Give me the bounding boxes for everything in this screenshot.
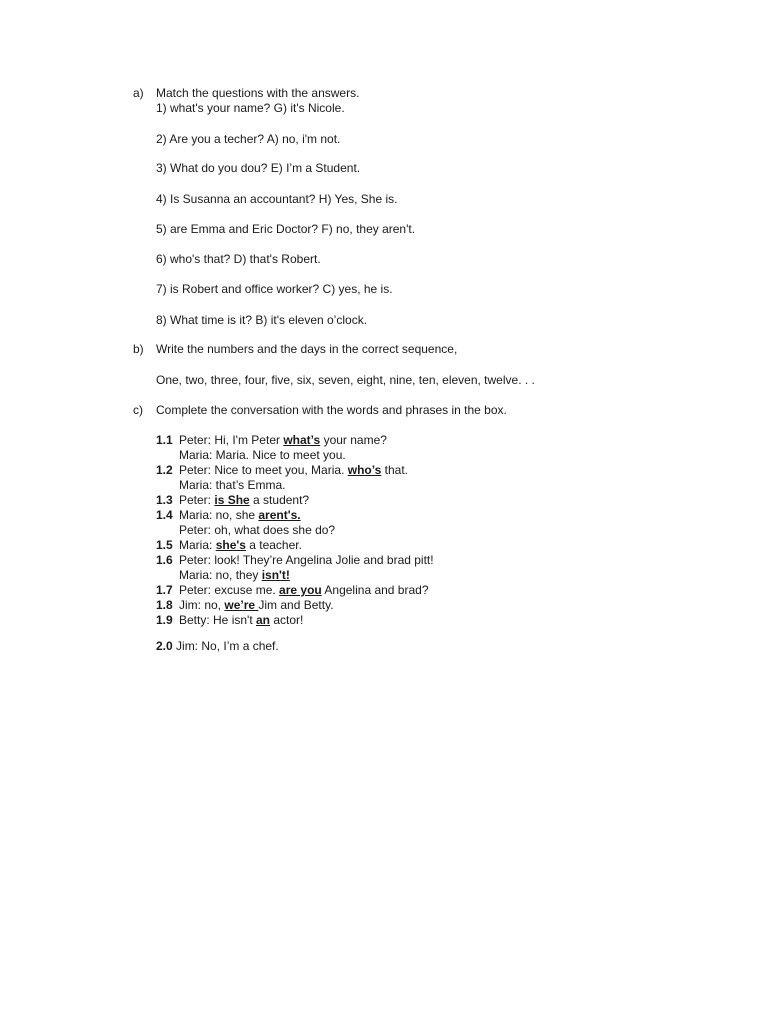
line-number: 1.3 (156, 493, 173, 507)
conversation-line (156, 523, 716, 538)
line-number: 1.6 (156, 553, 173, 567)
answer-word: we’re (224, 598, 259, 612)
match-item-1: 1) what's your name? G) it's Nicole. (156, 101, 345, 115)
conversation-line (156, 463, 716, 478)
conversation-line (156, 433, 716, 448)
line-number: 1.4 (156, 508, 173, 522)
conversation-line (156, 493, 716, 508)
line-text: Betty: He isn't (179, 613, 256, 627)
answer-word: what’s (283, 433, 321, 447)
final-line (156, 639, 279, 654)
conversation-line (156, 448, 716, 463)
line-text: Peter: (179, 493, 215, 507)
line-text-end: a student? (249, 493, 310, 507)
match-item-6: 6) who's that? D) that's Robert. (156, 252, 321, 266)
line-text: Maria: (179, 538, 216, 552)
conversation-line (156, 538, 716, 553)
section-c-marker: c) (133, 403, 143, 417)
answer-word: an (256, 613, 271, 627)
conversation (156, 433, 716, 628)
answer-word: she's (215, 538, 246, 552)
match-item-7: 7) is Robert and office worker? C) yes, he is. (156, 282, 393, 296)
match-item-2: 2) Are you a techer? A) no, i'm not. (156, 132, 341, 146)
match-item-3: 3) What do you dou? E) I’m a Student. (156, 161, 361, 175)
conversation-line (156, 583, 716, 598)
conversation-line (156, 553, 716, 568)
conversation-line (156, 568, 716, 583)
line-text-end: a teacher. (245, 538, 302, 552)
line-text: Maria: that’s Emma. (179, 478, 286, 492)
number-sequence: One, two, three, four, five, six, seven, eight, nine, ten, eleven, twelve. . . (156, 373, 535, 387)
section-a-instruction: Match the questions with the answers. (156, 86, 360, 100)
conversation-line (156, 508, 716, 523)
line-number: 1.8 (156, 598, 173, 612)
answer-word: arent's. (258, 508, 301, 522)
match-item-4: 4) Is Susanna an accountant? H) Yes, She is. (156, 192, 398, 206)
line-text-end: that. (381, 463, 408, 477)
final-line-text: Jim: No, I’m a chef. (172, 639, 279, 653)
line-number: 1.2 (156, 463, 173, 477)
final-line-number: 2.0 (156, 639, 173, 653)
line-text: Maria: Maria. Nice to meet you. (179, 448, 346, 462)
section-b-instruction: Write the numbers and the days in the correct sequence, (156, 342, 458, 356)
match-item-5: 5) are Emma and Eric Doctor? F) no, they aren't. (156, 222, 416, 236)
line-text: Jim: no, (179, 598, 225, 612)
line-number: 1.1 (156, 433, 173, 447)
conversation-line (156, 598, 716, 613)
section-a-marker: a) (133, 86, 144, 100)
conversation-line (156, 613, 716, 628)
line-number: 1.7 (156, 583, 173, 597)
section-b-marker: b) (133, 342, 144, 356)
line-text: Maria: no, they (179, 568, 262, 582)
line-text: Peter: Hi, I'm Peter (179, 433, 284, 447)
line-text-end: actor! (270, 613, 304, 627)
line-text-end: your name? (320, 433, 387, 447)
line-text: Peter: excuse me. (179, 583, 280, 597)
answer-word: isn't! (261, 568, 290, 582)
answer-word: is She (214, 493, 250, 507)
line-number: 1.9 (156, 613, 173, 627)
answer-word: who’s (347, 463, 382, 477)
line-text-end: Jim and Betty. (258, 598, 334, 612)
answer-word: are you (279, 583, 322, 597)
line-text: Maria: no, she (179, 508, 259, 522)
line-number: 1.5 (156, 538, 173, 552)
match-item-8: 8) What time is it? B) it's eleven o’clock. (156, 313, 368, 327)
section-c-instruction: Complete the conversation with the words and phrases in the box. (156, 403, 507, 417)
line-text: Peter: oh, what does she do? (179, 523, 336, 537)
conversation-line (156, 478, 716, 493)
line-text-end: Angelina and brad? (321, 583, 429, 597)
line-text: Peter: Nice to meet you, Maria. (179, 463, 348, 477)
line-text: Peter: look! They’re Angelina Jolie and brad pitt! (179, 553, 434, 567)
